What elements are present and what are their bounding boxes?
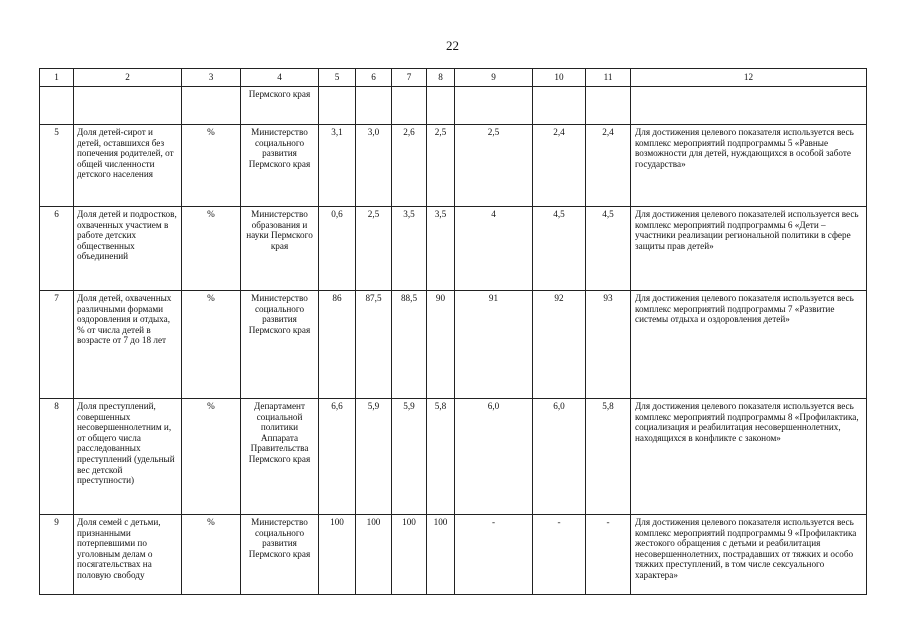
value-cell: 4,5 bbox=[586, 207, 631, 291]
value-cell: 100 bbox=[356, 515, 392, 595]
header-cell: 12 bbox=[631, 69, 867, 87]
table-cell bbox=[631, 87, 867, 125]
header-cell: 1 bbox=[40, 69, 74, 87]
value-cell: 100 bbox=[319, 515, 356, 595]
header-cell: 6 bbox=[356, 69, 392, 87]
value-cell: 2,6 bbox=[392, 125, 427, 207]
value-cell: 6,6 bbox=[319, 399, 356, 515]
indicator-name: Доля детей-сирот и детей, оставшихся без попечения родителей, от общей численности детского населения bbox=[74, 125, 182, 207]
table-cell bbox=[356, 87, 392, 125]
value-cell: - bbox=[533, 515, 586, 595]
note-cell: Для достижения целевого показателя используется весь комплекс мероприятий подпрограммы 5 «Равные возможности для детей, нуждающихся в особой заботе государства» bbox=[631, 125, 867, 207]
value-cell: 100 bbox=[427, 515, 455, 595]
indicator-name: Доля детей и подростков, охваченных участием в работе детских общественных объединений bbox=[74, 207, 182, 291]
value-cell: 5,8 bbox=[427, 399, 455, 515]
row-number: 6 bbox=[40, 207, 74, 291]
value-cell: 5,9 bbox=[392, 399, 427, 515]
header-cell: 7 bbox=[392, 69, 427, 87]
header-cell: 5 bbox=[319, 69, 356, 87]
value-cell: 93 bbox=[586, 291, 631, 399]
table-row bbox=[40, 399, 867, 515]
value-cell: - bbox=[455, 515, 533, 595]
table-row bbox=[40, 207, 867, 291]
value-cell: 100 bbox=[392, 515, 427, 595]
header-cell: 9 bbox=[455, 69, 533, 87]
row-number: 8 bbox=[40, 399, 74, 515]
value-cell: 6,0 bbox=[455, 399, 533, 515]
value-cell: 4 bbox=[455, 207, 533, 291]
responsible-cell: Министерство социального развития Пермского края bbox=[241, 291, 319, 399]
value-cell: 3,5 bbox=[392, 207, 427, 291]
table-row bbox=[40, 291, 867, 399]
value-cell: - bbox=[586, 515, 631, 595]
row-number: 9 bbox=[40, 515, 74, 595]
unit-cell: % bbox=[182, 207, 241, 291]
note-cell: Для достижения целевого показателя используется весь комплекс мероприятий подпрограммы 7 «Развитие системы отдыха и оздоровления детей» bbox=[631, 291, 867, 399]
header-cell: 11 bbox=[586, 69, 631, 87]
value-cell: 91 bbox=[455, 291, 533, 399]
table-cell bbox=[533, 87, 586, 125]
table-cell bbox=[40, 87, 74, 125]
note-cell: Для достижения целевого показателя используется весь комплекс мероприятий подпрограммы 9 «Профилактика жестокого обращения с детьми и реабилитация несовершеннолетних, пострадавших от тяжких и особо тяжких преступлений, в том числе сексуального характера» bbox=[631, 515, 867, 595]
table-cell bbox=[319, 87, 356, 125]
responsible-cell: Пермского края bbox=[241, 87, 319, 125]
value-cell: 2,5 bbox=[356, 207, 392, 291]
value-cell: 90 bbox=[427, 291, 455, 399]
value-cell: 5,9 bbox=[356, 399, 392, 515]
table-cell bbox=[182, 87, 241, 125]
value-cell: 2,4 bbox=[586, 125, 631, 207]
row-number: 5 bbox=[40, 125, 74, 207]
header-cell: 10 bbox=[533, 69, 586, 87]
note-cell: Для достижения целевого показателей используется весь комплекс мероприятий подпрограммы 6 «Дети – участники реализации региональной политики в сфере защиты прав детей» bbox=[631, 207, 867, 291]
unit-cell: % bbox=[182, 399, 241, 515]
value-cell: 3,5 bbox=[427, 207, 455, 291]
unit-cell: % bbox=[182, 515, 241, 595]
responsible-cell: Министерство образования и науки Пермского края bbox=[241, 207, 319, 291]
header-cell: 3 bbox=[182, 69, 241, 87]
note-cell: Для достижения целевого показателя используется весь комплекс мероприятий подпрограммы 8 «Профилактика, социализация и реабилитация несовершеннолетних, находящихся в конфликте с законом» bbox=[631, 399, 867, 515]
table-row bbox=[40, 515, 867, 595]
indicator-name: Доля детей, охваченных различными формами оздоровления и отдыха, % от числа детей в возрасте от 7 до 18 лет bbox=[74, 291, 182, 399]
unit-cell: % bbox=[182, 291, 241, 399]
indicator-name: Доля семей с детьми, признанными потерпевшими по уголовным делам о посягательствах на половую свободу bbox=[74, 515, 182, 595]
table-cell bbox=[74, 87, 182, 125]
table-cell bbox=[427, 87, 455, 125]
value-cell: 92 bbox=[533, 291, 586, 399]
indicator-name: Доля преступлений, совершенных несовершеннолетним и, от общего числа расследованных преступлений (удельный вес детской преступности) bbox=[74, 399, 182, 515]
page-number: 22 bbox=[446, 38, 459, 53]
table-cell bbox=[392, 87, 427, 125]
value-cell: 88,5 bbox=[392, 291, 427, 399]
header-cell: 8 bbox=[427, 69, 455, 87]
value-cell: 2,5 bbox=[427, 125, 455, 207]
value-cell: 6,0 bbox=[533, 399, 586, 515]
responsible-cell: Министерство социального развития Пермского края bbox=[241, 515, 319, 595]
table-cell bbox=[586, 87, 631, 125]
header-cell: 2 bbox=[74, 69, 182, 87]
unit-cell: % bbox=[182, 125, 241, 207]
value-cell: 2,5 bbox=[455, 125, 533, 207]
value-cell: 2,4 bbox=[533, 125, 586, 207]
header-row bbox=[40, 69, 867, 87]
responsible-cell: Департамент социальной политики Аппарата Правительства Пермского края bbox=[241, 399, 319, 515]
value-cell: 4,5 bbox=[533, 207, 586, 291]
value-cell: 0,6 bbox=[319, 207, 356, 291]
value-cell: 3,0 bbox=[356, 125, 392, 207]
continuation-row bbox=[40, 87, 867, 125]
value-cell: 86 bbox=[319, 291, 356, 399]
row-number: 7 bbox=[40, 291, 74, 399]
table-cell bbox=[455, 87, 533, 125]
header-cell: 4 bbox=[241, 69, 319, 87]
table-row bbox=[40, 125, 867, 207]
responsible-cell: Министерство социального развития Пермского края bbox=[241, 125, 319, 207]
value-cell: 87,5 bbox=[356, 291, 392, 399]
value-cell: 5,8 bbox=[586, 399, 631, 515]
value-cell: 3,1 bbox=[319, 125, 356, 207]
indicators-table bbox=[39, 68, 867, 595]
